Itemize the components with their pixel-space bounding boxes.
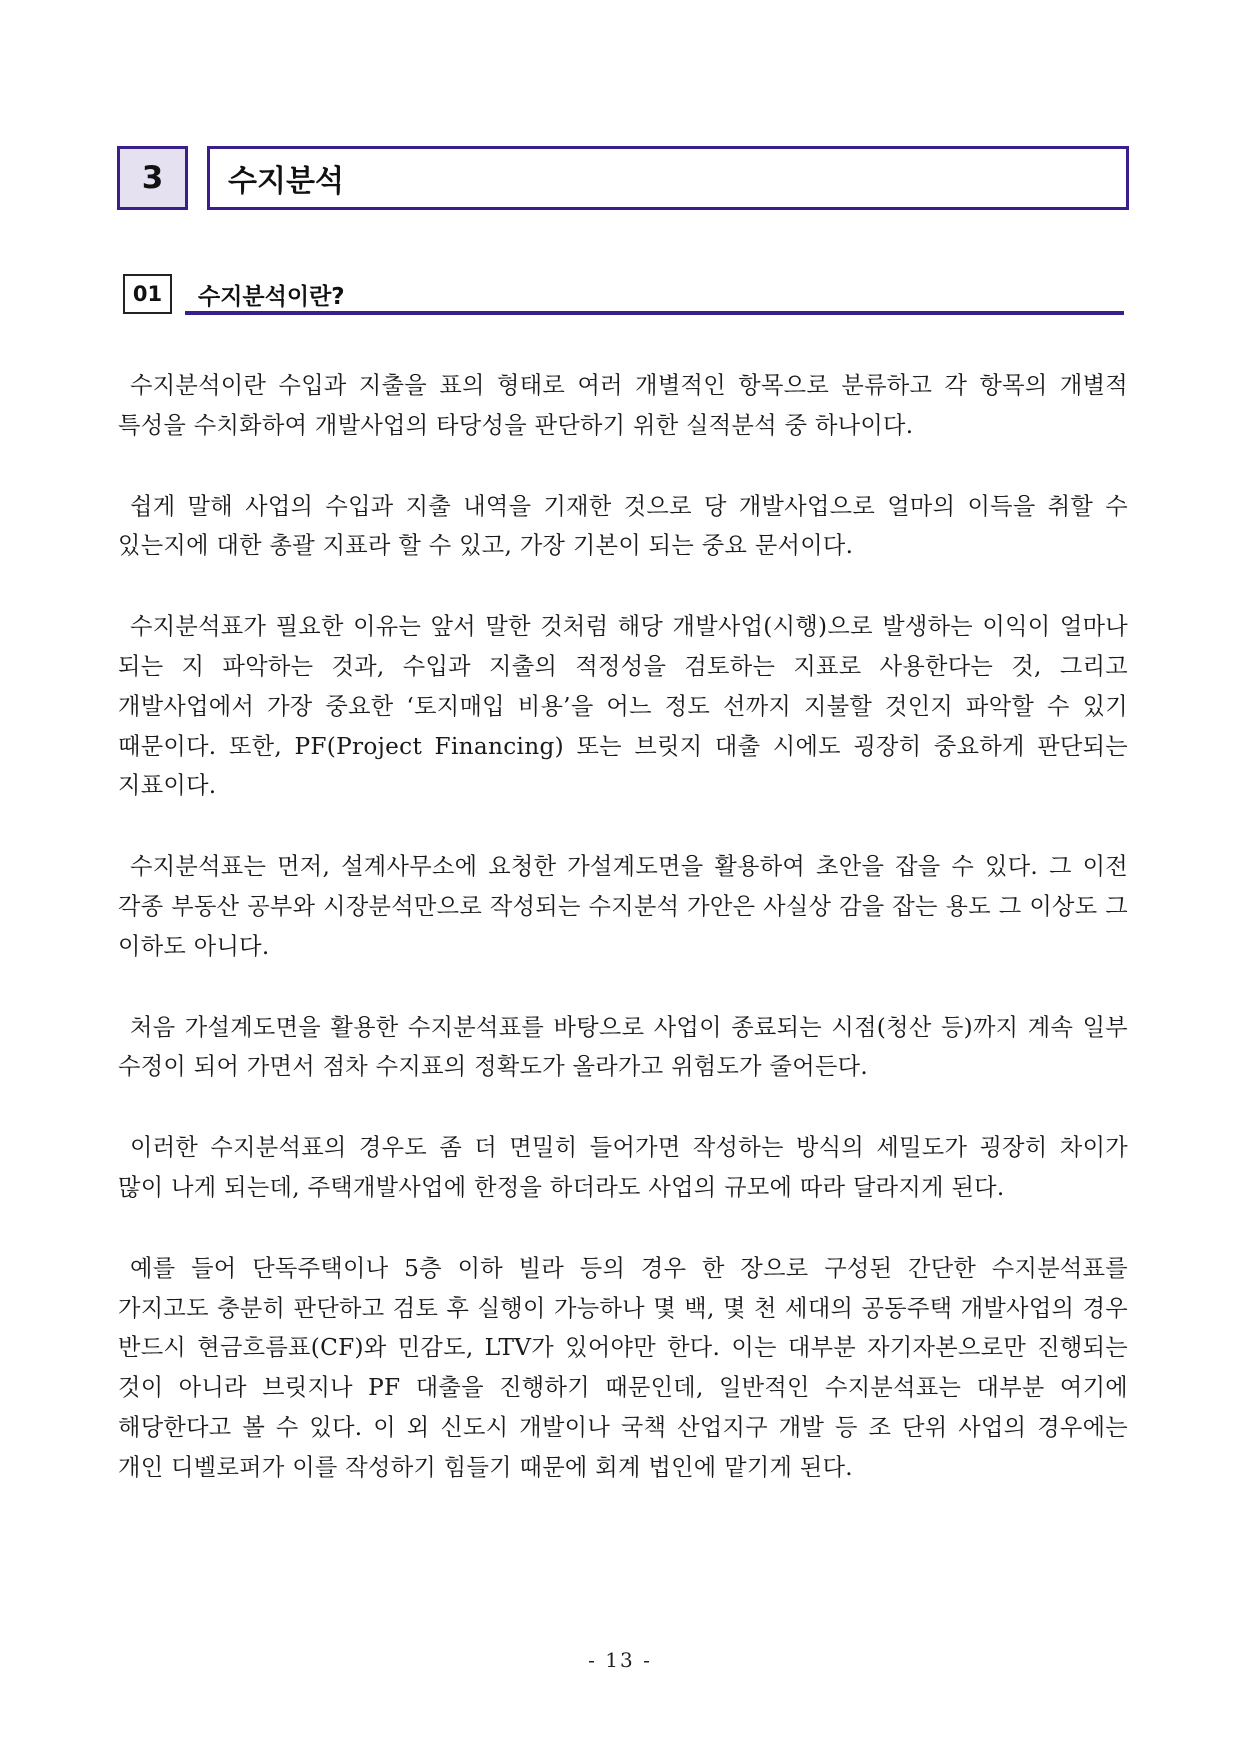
- paragraph: 예를 들어 단독주택이나 5층 이하 빌라 등의 경우 한 장으로 구성된 간단한 수지분석표를 가지고도 충분히 판단하고 검토 후 실행이 가능하나 몇 백, 몇 천 세대의 공동주택 개발사업의 경우 반드시 현금흐름표(CF)와 민감도, LTV가 있어야만 한다. 이는 대부분 자기자본으로만 진행되는 것이 아니라 브릿지나 PF 대출을 진행하기 때문인데, 일반적인 수지분석표는 대부분 여기에 해당한다고 볼 수 있다. 이 외 신도시 개발이나 국책 산업지구 개발 등 조 단위 사업의 경우에는 개인 디벨로퍼가 이를 작성하기 힘들기 때문에 회계 법인에 맡기게 된다.: [118, 1254, 1128, 1481]
- section-number: 01: [123, 274, 172, 314]
- section-heading: [123, 274, 1123, 318]
- paragraph: 수지분석이란 수입과 지출을 표의 형태로 여러 개별적인 항목으로 분류하고 각 항목의 개별적 특성을 수치화하여 개발사업의 타당성을 판단하기 위한 실적분석 중 하나이다.: [118, 372, 1128, 439]
- page-number: - 13 -: [588, 1648, 652, 1672]
- chapter-number: 3: [117, 146, 188, 210]
- paragraph: 수지분석표는 먼저, 설계사무소에 요청한 가설계도면을 활용하여 초안을 잡을 수 있다. 그 이전 각종 부동산 공부와 시장분석만으로 작성되는 수지분석 가안은 사실상 감을 잡는 용도 그 이상도 그 이하도 아니다.: [118, 853, 1128, 960]
- paragraph: 수지분석표가 필요한 이유는 앞서 말한 것처럼 해당 개발사업(시행)으로 발생하는 이익이 얼마나 되는 지 파악하는 것과, 수입과 지출의 적정성을 검토하는 지표로 사용한다는 것, 그리고 개발사업에서 가장 중요한 ‘토지매입 비용’을 어느 정도 선까지 지불할 것인지 파악할 수 있기 때문이다. 또한, PF(Project Financing) 또는 브릿지 대출 시에도 굉장히 중요하게 판단되는 지표이다.: [118, 613, 1128, 800]
- body-text: [118, 366, 1128, 1529]
- section-underline: [185, 311, 1124, 315]
- chapter-header: [117, 146, 1129, 212]
- paragraph: 쉽게 말해 사업의 수입과 지출 내역을 기재한 것으로 당 개발사업으로 얼마의 이득을 취할 수 있는지에 대한 총괄 지표라 할 수 있고, 가장 기본이 되는 중요 문서이다.: [118, 492, 1128, 560]
- section-title: 수지분석이란?: [198, 284, 345, 310]
- paragraph: 이러한 수지분석표의 경우도 좀 더 면밀히 들어가면 작성하는 방식의 세밀도가 굉장히 차이가 많이 나게 되는데, 주택개발사업에 한정을 하더라도 사업의 규모에 따라 달라지게 된다.: [118, 1134, 1128, 1201]
- paragraph: 처음 가설계도면을 활용한 수지분석표를 바탕으로 사업이 종료되는 시점(청산 등)까지 계속 일부 수정이 되어 가면서 점차 수지표의 정확도가 올라가고 위험도가 줄어든다.: [118, 1013, 1128, 1081]
- chapter-title: 수지분석: [207, 146, 1129, 210]
